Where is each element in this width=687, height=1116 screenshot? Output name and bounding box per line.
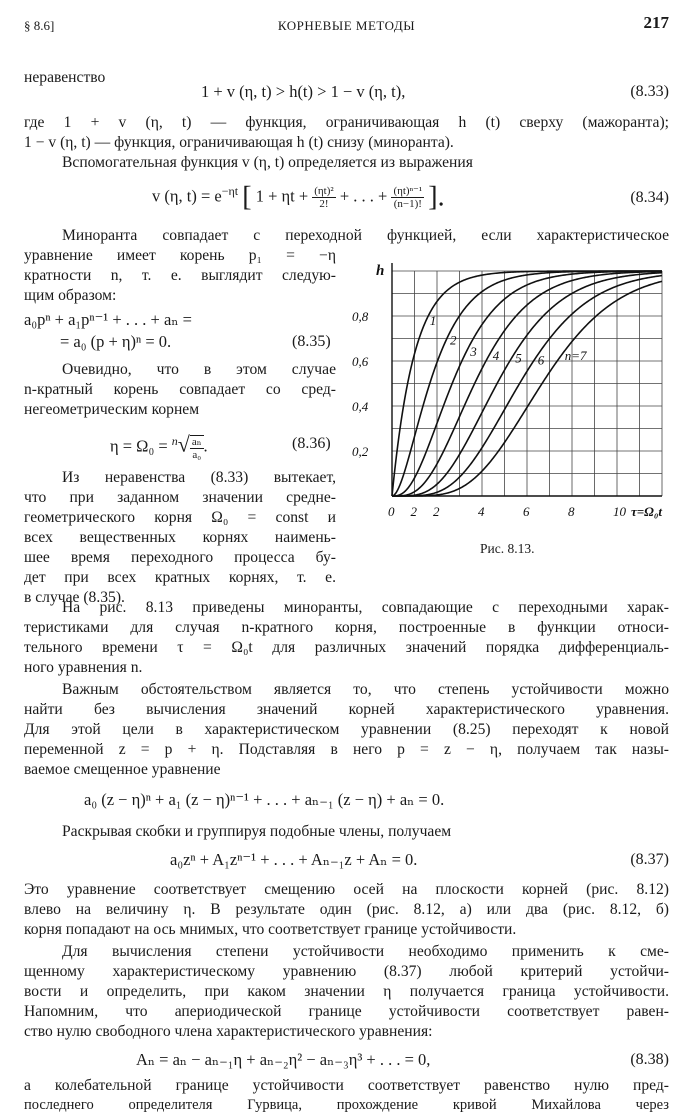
y-axis-label: h (376, 263, 385, 279)
chart-svg (350, 258, 668, 530)
text-line: геометрического корня Ω₀ = const и (24, 509, 336, 526)
text-line: всех вещественных корнях наимень- (24, 529, 336, 546)
y-tick-label: 0,4 (352, 399, 369, 414)
text-line: тельного времени τ = Ω₀t для различных значений порядка дифференциаль- (24, 639, 669, 656)
text-line: 1 − v (η, t) — функция, ограничивающая h (t) снизу (миноранта). (24, 134, 454, 151)
text-line: На рис. 8.13 приведены миноранты, совпадающие с переходными харак- (62, 599, 669, 616)
equation-8-34 (152, 181, 445, 213)
equation-number-8-35: (8.35) (292, 333, 331, 350)
section-ref: § 8.6] (24, 18, 55, 33)
fraction-denominator: (n−1)! (393, 198, 422, 211)
fraction (190, 435, 204, 461)
equation-shifted: a₀ (z − η)ⁿ + a₁ (z − η)ⁿ⁻¹ + . . . + aₙ₋₁ (z − η) + aₙ = 0. (84, 790, 445, 809)
text-line: ваемое смещенное уравнение (24, 761, 221, 778)
page (24, 10, 669, 1113)
text-line: кратности n, т. е. выглядит следую- (24, 267, 336, 284)
y-tick-label: 0,2 (352, 444, 369, 459)
curve-label: 3 (470, 343, 477, 359)
x-tick-label: 0 (388, 504, 395, 519)
equation-number-8-34: (8.34) (630, 189, 669, 206)
x-tick-label: 10 (613, 504, 626, 519)
fraction-numerator: (ηt)² (314, 185, 334, 198)
text-line: где 1 + v (η, t) — функция, ограничивающая h (t) сверху (мажоранта); (24, 114, 669, 131)
text-line: вости и определить, при каком значении η получается граница устойчивости. (24, 983, 669, 1000)
text-line: Для вычисления степени устойчивости необходимо применить к сме- (62, 943, 669, 960)
text-line: негеометрическим корнем (24, 401, 200, 418)
fraction (391, 185, 424, 210)
text-line: в случае (8.35). (24, 589, 125, 606)
page-number: 217 (643, 13, 669, 32)
text-line: Напомним, что апериодической границе устойчивости соответствует равен- (24, 1003, 669, 1020)
equation-8-33: 1 + v (η, t) > h(t) > 1 − v (η, t), (201, 82, 406, 101)
text-line: Вспомогательная функция v (η, t) определяется из выражения (62, 154, 473, 171)
text-line: Раскрывая скобки и группируя подобные члены, получаем (62, 823, 452, 840)
text-line: влево на величину η. В результате один (рис. 8.12, а) или два (рис. 8.12, б) (24, 901, 669, 918)
bracket-close: ]. (428, 181, 445, 213)
curve-label: 1 (429, 313, 437, 329)
fraction (312, 185, 335, 210)
fraction-denominator: a₀ (192, 448, 202, 461)
eq-8-33-lead: неравенство (24, 69, 106, 86)
root-index: n (171, 434, 178, 448)
x-tick-label: 2 (410, 504, 417, 519)
bracket-open: [ (242, 181, 252, 213)
equation-8-37: a₀zⁿ + A₁zⁿ⁻¹ + . . . + Aₙ₋₁z + Aₙ = 0. (170, 850, 418, 869)
curve-label: 5 (515, 350, 522, 366)
text-line: щим образом: (24, 287, 117, 304)
fraction-denominator: 2! (319, 198, 329, 211)
eq-8-34-exponent: −ηt (221, 184, 239, 198)
text-line: щенному характеристическому уравнению (8.37) любой критерий устойчи- (24, 963, 669, 980)
eq-8-36-lhs: η = Ω₀ = (110, 436, 168, 456)
equation-number-8-36: (8.36) (292, 435, 331, 452)
equation-8-36 (110, 432, 208, 461)
curve-label: 4 (492, 347, 500, 363)
chapter-title: КОРНЕВЫЕ МЕТОДЫ (277, 18, 416, 33)
text-line: а колебательной границе устойчивости соответствует равенство нулю пред- (24, 1077, 669, 1094)
text-line: Миноранта совпадает с переходной функцией, если характеристическое (62, 227, 669, 244)
eq-8-34-lhs: v (η, t) = e (152, 186, 222, 206)
equation-number-8-37: (8.37) (630, 851, 669, 868)
eq-8-34-mid: 1 + ηt + (255, 186, 309, 206)
text-line: Очевидно, что в этом случае (62, 361, 336, 378)
text-line: Важным обстоятельством является то, что степень устойчивости можно (62, 681, 669, 698)
x-tick-label: 8 (568, 504, 575, 519)
text-line: теристиками для случая n-кратного корня, построенные в функции относи- (24, 619, 669, 636)
text-line: Из неравенства (8.33) вытекает, (62, 469, 336, 486)
y-tick-label: 0,6 (352, 354, 369, 369)
text-line: Для этой цели в характеристическом уравнении (8.25) переходят к новой (24, 721, 669, 738)
curve-label: n=7 (564, 348, 587, 364)
x-tick-label: 2 (433, 504, 440, 519)
y-tick-label: 0,8 (352, 309, 369, 324)
equation-8-38: Aₙ = aₙ − aₙ₋₁η + aₙ₋₂η² − aₙ₋₃η³ + . . . = 0, (136, 1050, 431, 1069)
text-line: корня попадают на ось мнимых, что соответствует границе устойчивости. (24, 921, 517, 938)
text-line: уравнение имеет корень p₁ = −η (24, 247, 336, 264)
curve-label: 6 (537, 352, 545, 368)
text-line: шее время переходного процесса бу- (24, 549, 336, 566)
curve-label: 2 (450, 332, 457, 348)
text-line: ного уравнения n. (24, 659, 143, 676)
fraction-numerator: (ηt)ⁿ⁻¹ (393, 185, 423, 198)
text-line: последнего определителя Гурвица, прохождение кривой Михайлова через (24, 1097, 669, 1113)
figure-8-13 (350, 258, 668, 536)
running-header (24, 14, 669, 38)
equation-8-35-line2: = a₀ (p + η)ⁿ = 0. (60, 332, 172, 351)
text-line: дет при всех кратных корнях, т. е. (24, 569, 336, 586)
x-tick-label: 4 (478, 504, 485, 519)
fraction-numerator: aₙ (191, 435, 202, 448)
text-line: что при заданном значении средне- (24, 489, 336, 506)
equation-number-8-33: (8.33) (630, 83, 669, 100)
x-axis-label: τ=Ω₀t (631, 504, 663, 519)
text-line: найти без вычисления значений корней характеристического уравнения. (24, 701, 669, 718)
equation-number-8-38: (8.38) (630, 1051, 669, 1068)
eq-8-36-tail: . (203, 436, 208, 456)
x-tick-label: 6 (523, 504, 530, 519)
radical-sign-icon: √ (177, 431, 190, 457)
figure-caption: Рис. 8.13. (480, 541, 535, 556)
equation-8-35-line1: a₀pⁿ + a₁pⁿ⁻¹ + . . . + aₙ = (24, 310, 192, 329)
eq-8-34-dots: + . . . + (339, 186, 388, 206)
text-line: ство нулю свободного члена характеристического уравнения: (24, 1023, 433, 1040)
text-line: переменной z = p + η. Подставляя в него p = z − η, получаем так назы- (24, 741, 669, 758)
text-line: n-кратный корень совпадает со сред- (24, 381, 336, 398)
text-line: Это уравнение соответствует смещению осей на плоскости корней (рис. 8.12) (24, 881, 669, 898)
